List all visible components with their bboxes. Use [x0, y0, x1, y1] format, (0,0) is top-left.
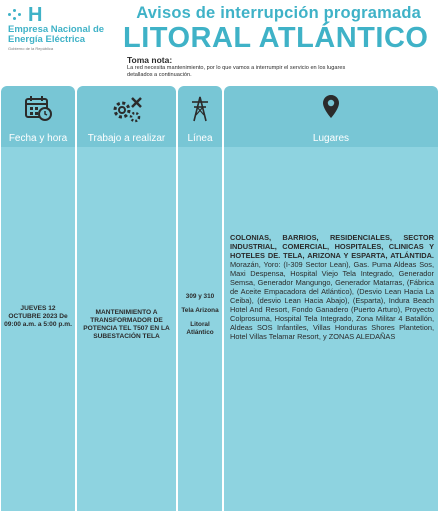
work-text: MANTENIMIENTO A TRANSFORMADOR DE POTENCIA TEL T507 EN LA SUBESTACIÓN TELA: [83, 309, 170, 340]
logo-subtitle: Gobierno de la República: [8, 46, 54, 51]
logo-dots-icon: [8, 8, 26, 22]
line-region: Litoral Atlántico: [186, 321, 214, 336]
page-header: [0, 0, 439, 84]
calendar-clock-icon: [23, 94, 53, 127]
places-bold-text: COLONIAS, BARRIOS, RESIDENCIALES, SECTOR INDUSTRIAL, COMERCIAL, HOSPITALES, CLINICAS Y HOTELES DE. TELA, ARIZONA Y ESPARTA, ATLÁNTIDA.: [230, 233, 434, 260]
line-substation: Tela Arizona: [181, 307, 219, 314]
column-label-date: Fecha y hora: [8, 133, 68, 144]
places-detail-text: Morazán, Yoro: (I-309 Sector Lean), Gas. Puma Aldeas Sos, Maxi Despensa, Hospital Viejo Tela Integrado, Generador Semsa, Generador Mangungo, Generador Matarras, (Fábrica de Aceite Empacadora del Atlántico), (Desvio Lean Hacia La Ceiba), (desvio Lean Hacia Abajo), (Esparta), Indura Beach Hotel And Resort, Fondo Ganadero (Puerto Arturo), Proyecto Colprosuma, Hospital Tela Integrado, Zona Militar 4 Batallón, Aldeas SOS Infantiles, Villas Honduras Shores Plantetion, Hotel Villas Telamar Resort, y ZONAS ALEDAÑAS: [230, 260, 434, 341]
outage-table: [0, 86, 439, 511]
column-line: [178, 86, 222, 511]
cell-work: [77, 147, 176, 511]
location-pin-icon: [322, 94, 340, 125]
cell-line: [178, 147, 222, 511]
power-tower-icon: [191, 94, 209, 127]
enee-logo: [8, 6, 118, 51]
note-heading: Toma nota:: [127, 55, 173, 65]
logo-h-mark: H: [28, 4, 43, 26]
column-header-line: [178, 86, 222, 144]
gears-tools-icon: [110, 94, 144, 129]
column-header-places: [224, 86, 438, 144]
column-header-work: [77, 86, 176, 144]
logo-name: Empresa Nacional de Energía Eléctrica: [8, 24, 105, 45]
places-text: [230, 233, 434, 341]
column-label-work: Trabajo a realizar: [87, 133, 166, 144]
notice-title: Avisos de interrupción programada: [136, 4, 421, 22]
column-header-date: [1, 86, 75, 144]
column-places: [224, 86, 438, 511]
cell-date: [1, 147, 75, 511]
cell-places: [224, 147, 438, 511]
column-label-line: Línea: [187, 133, 213, 144]
line-circuits: 309 y 310: [185, 293, 215, 300]
logo-mark: [8, 6, 118, 24]
column-date: [1, 86, 75, 511]
column-label-places: Lugares: [312, 133, 350, 144]
date-time-text: JUEVES 12 OCTUBRE 2023 De 09:00 a.m. a 5:00 p.m.: [4, 305, 72, 328]
region-title: LITORAL ATLÁNTICO: [123, 22, 429, 54]
note-text: La red necesita mantenimiento, por lo que vamos a interrumpir el servicio en los lugares detallados a continuación.: [127, 65, 346, 78]
line-text: [178, 293, 222, 337]
column-work: [77, 86, 176, 511]
